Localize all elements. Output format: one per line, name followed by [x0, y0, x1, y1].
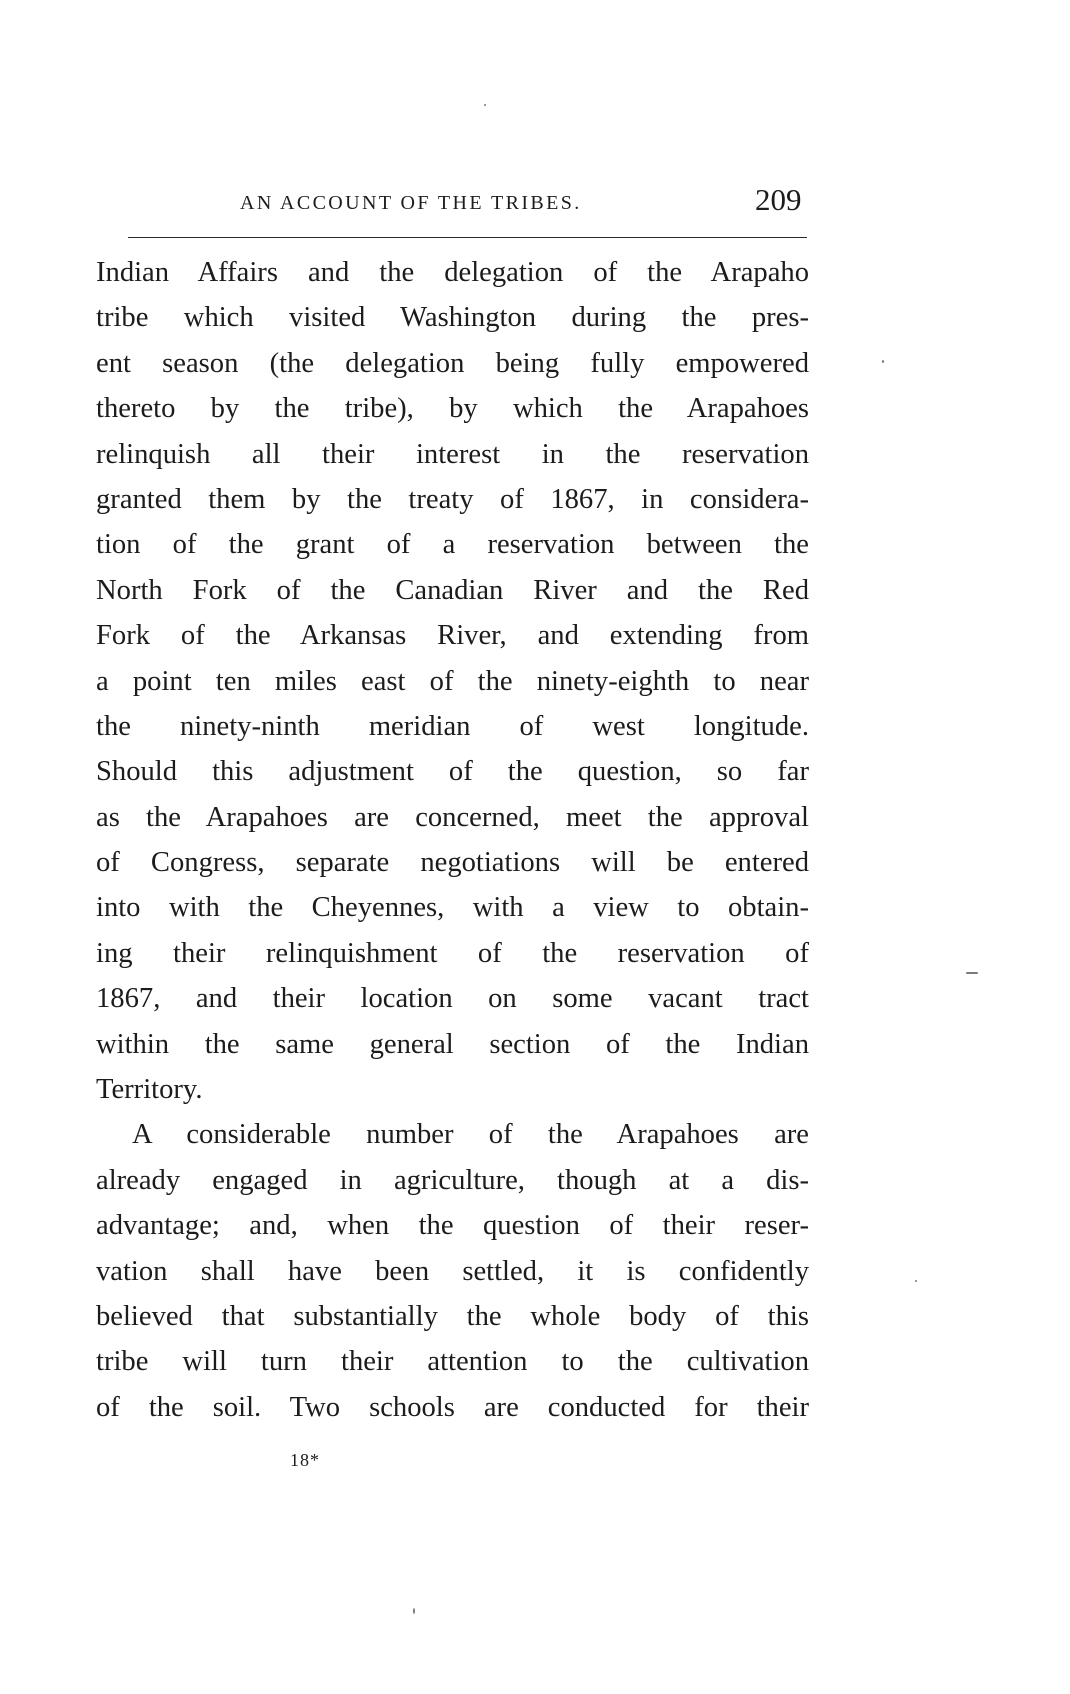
scan-speck: [484, 104, 486, 106]
text-line: tion of the grant of a reservation between the: [96, 529, 809, 561]
text-line: Fork of the Arkansas River, and extending from: [96, 620, 809, 652]
scan-speck: [882, 360, 884, 363]
text-line: thereto by the tribe), by which the Arapahoes: [96, 393, 809, 425]
text-line: already engaged in agriculture, though at a dis-: [96, 1164, 809, 1196]
signature-mark: 18*: [290, 1450, 320, 1470]
text-line: within the same general section of the Indian: [96, 1028, 809, 1060]
scan-speck: [413, 1608, 415, 1614]
paragraph-end-line: Territory.: [96, 1074, 203, 1106]
text-line: believed that substantially the whole body of this: [96, 1300, 809, 1332]
paragraph-start-line: A considerable number of the Arapahoes are: [132, 1119, 809, 1151]
scan-speck: [966, 972, 978, 974]
text-line: Indian Affairs and the delegation of the Arapaho: [96, 257, 809, 288]
text-line: granted them by the treaty of 1867, in considera-: [96, 483, 809, 515]
header-rule: [128, 237, 807, 238]
text-line: as the Arapahoes are concerned, meet the approval: [96, 801, 809, 833]
text-line: ing their relinquishment of the reservation of: [96, 937, 809, 969]
text-line: vation shall have been settled, it is confidently: [96, 1255, 809, 1287]
text-line: relinquish all their interest in the reservation: [96, 438, 809, 470]
text-line: ent season (the delegation being fully empowered: [96, 347, 809, 379]
body-text: [96, 250, 809, 1430]
page-number: 209: [755, 182, 802, 217]
scan-speck: [915, 1280, 917, 1282]
text-line: of the soil. Two schools are conducted for their: [96, 1391, 809, 1423]
text-line: North Fork of the Canadian River and the Red: [96, 574, 809, 606]
text-line: of Congress, separate negotiations will be entered: [96, 847, 809, 879]
text-line: 1867, and their location on some vacant tract: [96, 983, 809, 1015]
text-line: Should this adjustment of the question, so far: [96, 756, 809, 788]
running-title: AN ACCOUNT OF THE TRIBES.: [240, 192, 582, 214]
text-line: the ninety-ninth meridian of west longitude.: [96, 710, 809, 742]
text-line: advantage; and, when the question of their reser-: [96, 1210, 809, 1242]
text-line: tribe which visited Washington during the pres-: [96, 302, 809, 334]
text-line: a point ten miles east of the ninety-eighth to near: [96, 665, 809, 697]
text-line: tribe will turn their attention to the cultivation: [96, 1346, 809, 1378]
text-line: into with the Cheyennes, with a view to obtain-: [96, 892, 809, 924]
